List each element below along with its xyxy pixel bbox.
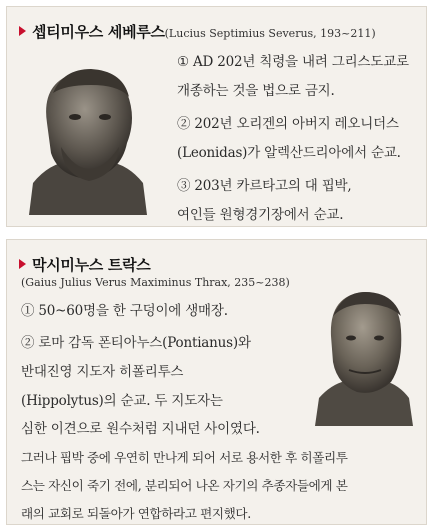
maximinus-item-2a: ② 로마 감독 폰티아누스(Pontianus)와 xyxy=(21,335,251,351)
maximinus-item-2d: 심한 이견으로 원수처럼 지내던 사이였다. xyxy=(21,421,260,437)
severus-item-3a: ③ 203년 카르타고의 대 핍박, xyxy=(177,178,352,194)
triangle-bullet-icon xyxy=(19,26,26,36)
maximinus-bust-image xyxy=(309,286,419,426)
severus-item-2a: ② 202년 오리겐의 아버지 레오니더스 xyxy=(177,116,399,132)
maximinus-item-1: ① 50~60명을 한 구덩이에 생매장. xyxy=(21,303,228,319)
maximinus-item-2f: 스는 자신이 죽기 전에, 분리되어 나온 자기의 추종자들에게 본 xyxy=(21,478,348,493)
maximinus-title xyxy=(19,254,150,275)
severus-item-1a: ① AD 202년 칙령을 내려 그리스도교로 xyxy=(177,54,409,70)
maximinus-card xyxy=(6,239,427,525)
maximinus-item-2g: 래의 교회로 되돌아가 연합하라고 편지했다. xyxy=(21,506,251,521)
maximinus-name-en: (Gaius Julius Verus Maximinus Thrax, 235~238) xyxy=(21,276,290,289)
severus-item-2b: (Leonidas)가 알렉산드리아에서 순교. xyxy=(177,145,401,161)
severus-name-en: (Lucius Septimius Severus, 193~211) xyxy=(164,27,376,40)
maximinus-item-2c: (Hippolytus)의 순교. 두 지도자는 xyxy=(21,393,223,409)
severus-item-1b: 개종하는 것을 법으로 금지. xyxy=(177,83,335,99)
maximinus-item-2b: 반대진영 지도자 히폴리투스 xyxy=(21,364,184,380)
severus-title xyxy=(19,21,376,42)
severus-item-3b: 여인들 원형경기장에서 순교. xyxy=(177,207,344,223)
triangle-bullet-icon xyxy=(19,259,26,269)
maximinus-item-2e: 그러나 핍박 중에 우연히 만나게 되어 서로 용서한 후 히폴리투 xyxy=(21,450,348,465)
severus-bust-image xyxy=(19,63,157,215)
severus-name-ko: 셉티미우스 세베루스 xyxy=(32,23,165,41)
severus-card xyxy=(6,6,427,227)
maximinus-name-ko: 막시미누스 트락스 xyxy=(32,256,151,274)
